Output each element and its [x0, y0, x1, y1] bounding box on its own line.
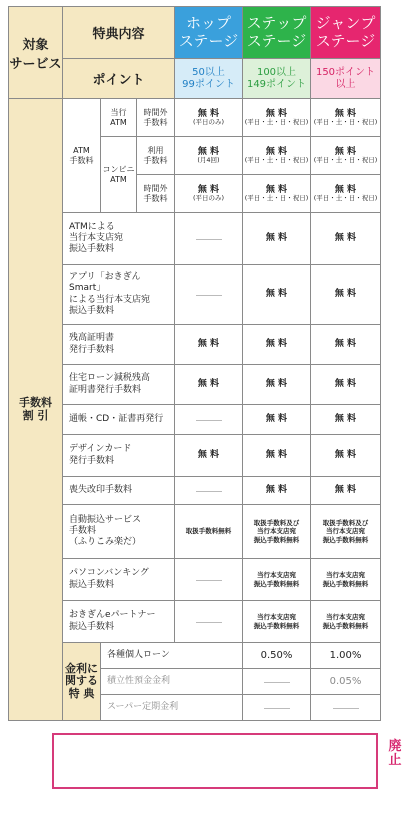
fee-row-label: 住宅ローン減税残高 証明書発行手数料: [63, 365, 175, 405]
step-value: 無 料: [243, 435, 311, 477]
atm-sub-label: 利用 手数料: [137, 137, 175, 175]
step-value: 無 料: [243, 325, 311, 365]
benefit-table: [8, 6, 381, 721]
hop-value: 取扱手数料無料: [175, 505, 243, 559]
rate-row-label: スーパー定期金利: [101, 695, 243, 721]
fee-row-label: 通帳・CD・証書再発行: [63, 405, 175, 435]
hop-value: 無 料: [175, 365, 243, 405]
fee-row-label: 自動振込サービス 手数料 （ふりこみ楽だ）: [63, 505, 175, 559]
step-value: 無 料: [243, 265, 311, 325]
jump-value: 無 料 (平日・土・日・祝日): [311, 137, 381, 175]
jump-value: 無 料: [311, 435, 381, 477]
jump-stage-header: ジャンプ ステージ: [311, 7, 381, 59]
jump-value: 無 料: [311, 325, 381, 365]
step-value: 無 料 (平日・土・日・祝日): [243, 175, 311, 213]
rate-row-label: 積立性預金金利: [101, 669, 243, 695]
atm-sub-label: 時間外 手数料: [137, 175, 175, 213]
jump-value: 無 料: [311, 405, 381, 435]
step-value: 取扱手数料及び 当行本支店宛 振込手数料無料: [243, 505, 311, 559]
points-header: ポイント: [63, 59, 175, 99]
jump-value: 無 料: [311, 213, 381, 265]
jump-value: 無 料 (平日・土・日・祝日): [311, 175, 381, 213]
rate-row-label: 各種個人ローン: [101, 643, 243, 669]
benefit-content-header: 特典内容: [63, 7, 175, 59]
atm-sub-label: 時間外 手数料: [137, 99, 175, 137]
fee-discount-label: 手数料 割 引: [9, 99, 63, 721]
step-value: 当行本支店宛 振込手数料無料: [243, 559, 311, 601]
jump-value: 取扱手数料及び 当行本支店宛 振込手数料無料: [311, 505, 381, 559]
step-value: 無 料: [243, 365, 311, 405]
hop-rate: 0.50%: [243, 643, 311, 669]
jump-value: 無 料: [311, 477, 381, 505]
hop-points: 50以上 99ポイント: [175, 59, 243, 99]
step-value: 無 料: [243, 405, 311, 435]
fee-row-label: ATMによる 当行本支店宛 振込手数料: [63, 213, 175, 265]
fee-row-label: 残高証明書 発行手数料: [63, 325, 175, 365]
hop-value: [175, 213, 243, 265]
hop-value: [175, 405, 243, 435]
hop-value: 無 料: [175, 325, 243, 365]
hop-value: 無 料 (平日のみ): [175, 175, 243, 213]
jump-value: 当行本支店宛 振込手数料無料: [311, 601, 381, 643]
own-atm-label: 当行 ATM: [101, 99, 137, 137]
hop-value: [175, 477, 243, 505]
jump-value: 無 料: [311, 265, 381, 325]
abolished-label: 廃 止: [388, 739, 402, 768]
step-points: 100以上 149ポイント: [243, 59, 311, 99]
step-value: 当行本支店宛 振込手数料無料: [243, 601, 311, 643]
hop-value: [175, 559, 243, 601]
step-rate: 0.05%: [311, 669, 381, 695]
hop-value: 無 料 (平日のみ): [175, 99, 243, 137]
fee-row-label: おきぎんeパートナー 振込手数料: [63, 601, 175, 643]
hop-value: [175, 265, 243, 325]
fee-row-label: パソコンバンキング 振込手数料: [63, 559, 175, 601]
jump-value: 無 料: [311, 365, 381, 405]
conveni-atm-label: コンビニ ATM: [101, 137, 137, 213]
step-value: 無 料 (平日・土・日・祝日): [243, 137, 311, 175]
jump-value: 無 料 (平日・土・日・祝日): [311, 99, 381, 137]
hop-value: 無 料: [175, 435, 243, 477]
jump-value: 当行本支店宛 振込手数料無料: [311, 559, 381, 601]
interest-benefit-label: 金利に 関する 特 典: [63, 643, 101, 721]
hop-value: 無 料 (月4回): [175, 137, 243, 175]
hop-value: [175, 601, 243, 643]
fee-row-label: アプリ「おきぎんSmart」 による当行本支店宛 振込手数料: [63, 265, 175, 325]
benefit-table-wrapper: [8, 6, 380, 721]
step-value: 無 料 (平日・土・日・祝日): [243, 99, 311, 137]
jump-points: 150ポイント 以上: [311, 59, 381, 99]
atm-fee-label: ATM 手数料: [63, 99, 101, 213]
step-stage-header: ステップ ステージ: [243, 7, 311, 59]
step-value: 無 料: [243, 477, 311, 505]
target-service-header: 対象 サービス: [9, 7, 63, 99]
fee-row-label: 喪失改印手数料: [63, 477, 175, 505]
hop-stage-header: ホップ ステージ: [175, 7, 243, 59]
step-rate: [311, 695, 381, 721]
fee-row-label: デザインカード 発行手数料: [63, 435, 175, 477]
step-value: 無 料: [243, 213, 311, 265]
step-rate: 1.00%: [311, 643, 381, 669]
hop-rate: [243, 695, 311, 721]
hop-rate: [243, 669, 311, 695]
abolished-highlight-box: [52, 733, 378, 789]
